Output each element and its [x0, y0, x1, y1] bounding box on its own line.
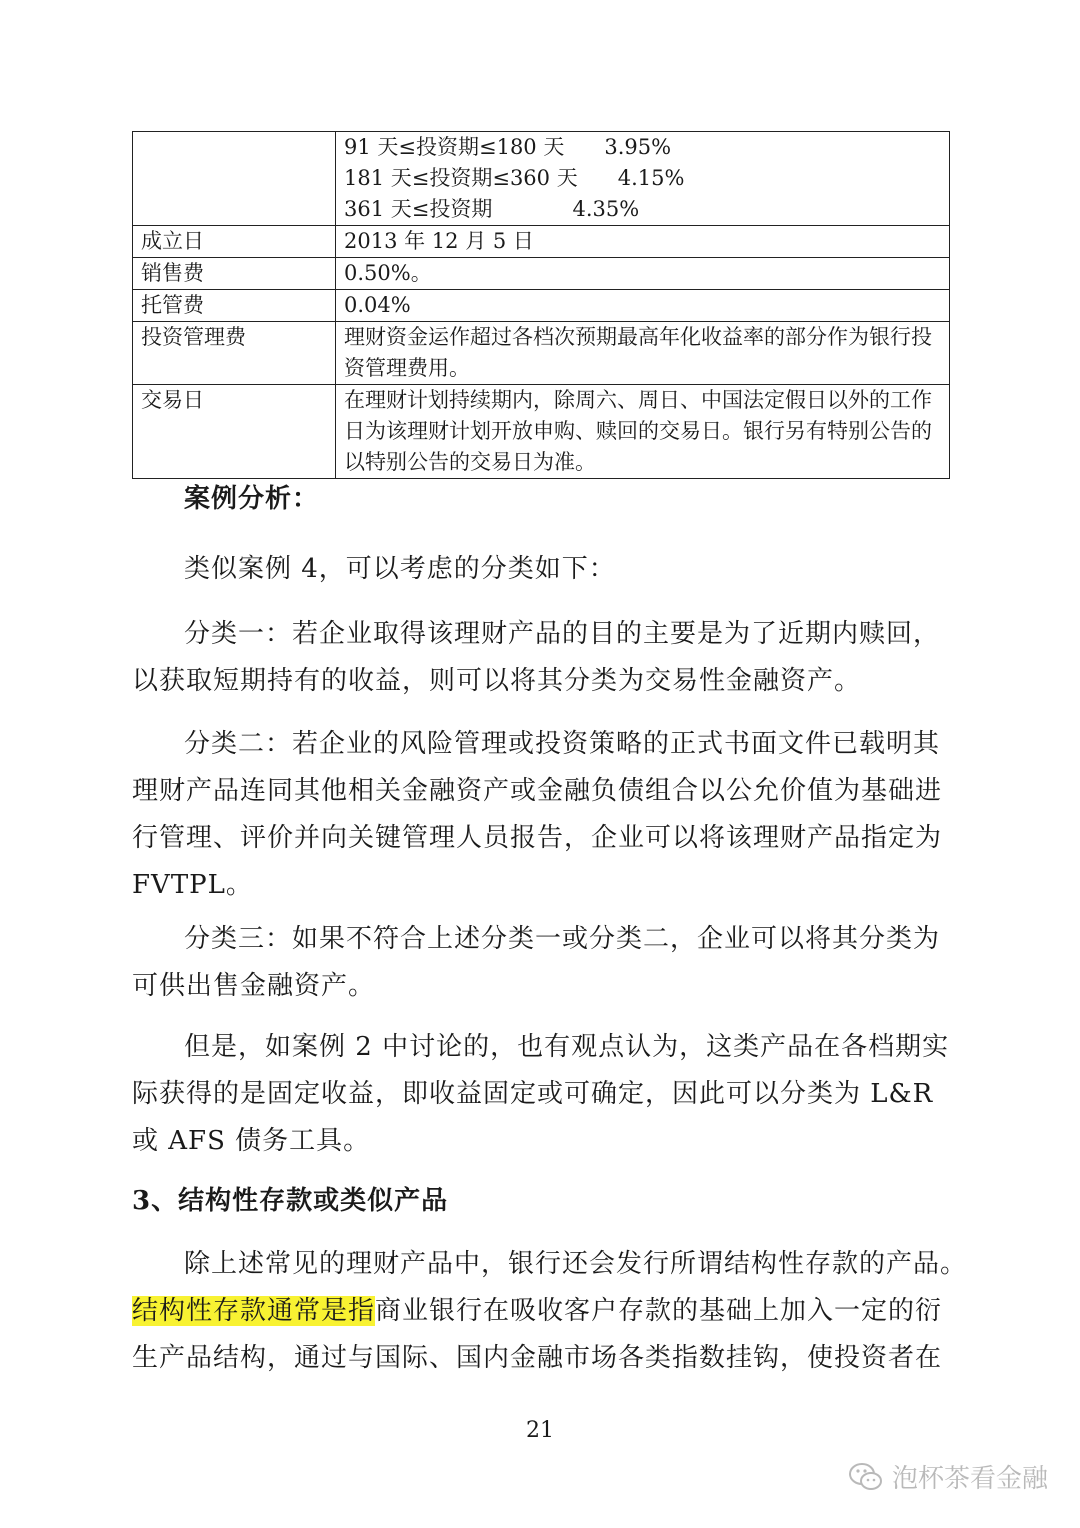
watermark [848, 1458, 1048, 1495]
table-cell-empty [133, 132, 336, 226]
table-label: 托管费 [133, 290, 336, 322]
table-value: 理财资金运作超过各档次预期最高年化收益率的部分作为银行投资管理费用。 [336, 322, 950, 385]
table-label: 成立日 [133, 226, 336, 258]
rate-line: 361 天≤投资期 4.35% [344, 197, 640, 221]
table-row [133, 290, 950, 322]
paragraph-structured-definition [132, 1288, 952, 1382]
paragraph-text: 商业银行在吸收客户存款的基础上加入一定的衍生产品结构，通过与国际、国内金融市场各类指数挂钩，使投资者在 [132, 1296, 943, 1373]
table-row [133, 322, 950, 385]
watermark-text: 泡杯茶看金融 [891, 1464, 1048, 1494]
table-row [133, 132, 950, 226]
table-value: 在理财计划持续期内，除周六、周日、中国法定假日以外的工作日为该理财计划开放申购、赎回的交易日。银行另有特别公告的以特别公告的交易日为准。 [336, 385, 950, 479]
table-label: 投资管理费 [133, 322, 336, 385]
table-row [133, 385, 950, 479]
rate-line: 181 天≤投资期≤360 天 4.15% [344, 166, 685, 190]
paragraph-class-two: 分类二：若企业的风险管理或投资策略的正式书面文件已载明其理财产品连同其他相关金融资产或金融负债组合以公允价值为基础进行管理、评价并向关键管理人员报告，企业可以将该理财产品指定为 FVTPL。 [132, 729, 943, 900]
wechat-icon [848, 1459, 884, 1495]
table-row [133, 226, 950, 258]
section-heading: 3、结构性存款或类似产品 [132, 1186, 449, 1216]
rate-line: 91 天≤投资期≤180 天 3.95% [344, 135, 672, 159]
rate-tiers-cell [336, 132, 950, 226]
table-row [133, 258, 950, 290]
case-analysis-heading: 案例分析： [184, 484, 320, 514]
product-info-table [132, 131, 950, 479]
table-label: 交易日 [133, 385, 336, 479]
table-value: 0.50%。 [336, 258, 950, 290]
table-label: 销售费 [133, 258, 336, 290]
page-number: 21 [526, 1418, 554, 1443]
paragraph-intro: 类似案例 4，可以考虑的分类如下： [184, 554, 616, 584]
paragraph-class-three: 分类三：如果不符合上述分类一或分类二，企业可以将其分类为可供出售金融资产。 [132, 924, 941, 1001]
table-value: 2013 年 12 月 5 日 [336, 226, 950, 258]
paragraph-class-one: 分类一：若企业取得该理财产品的目的主要是为了近期内赎回，以获取短期持有的收益，则可以将其分类为交易性金融资产。 [132, 619, 941, 696]
highlighted-text: 结构性存款通常是指 [132, 1296, 376, 1326]
paragraph-structured-deposit: 除上述常见的理财产品中，银行还会发行所谓结构性存款的产品。 [184, 1249, 968, 1279]
table-value: 0.04% [336, 290, 950, 322]
paragraph-fixed-income: 但是，如案例 2 中讨论的，也有观点认为，这类产品在各档期实际获得的是固定收益，即收益固定或可确定，因此可以分类为 L&R 或 AFS 债务工具。 [132, 1032, 950, 1156]
